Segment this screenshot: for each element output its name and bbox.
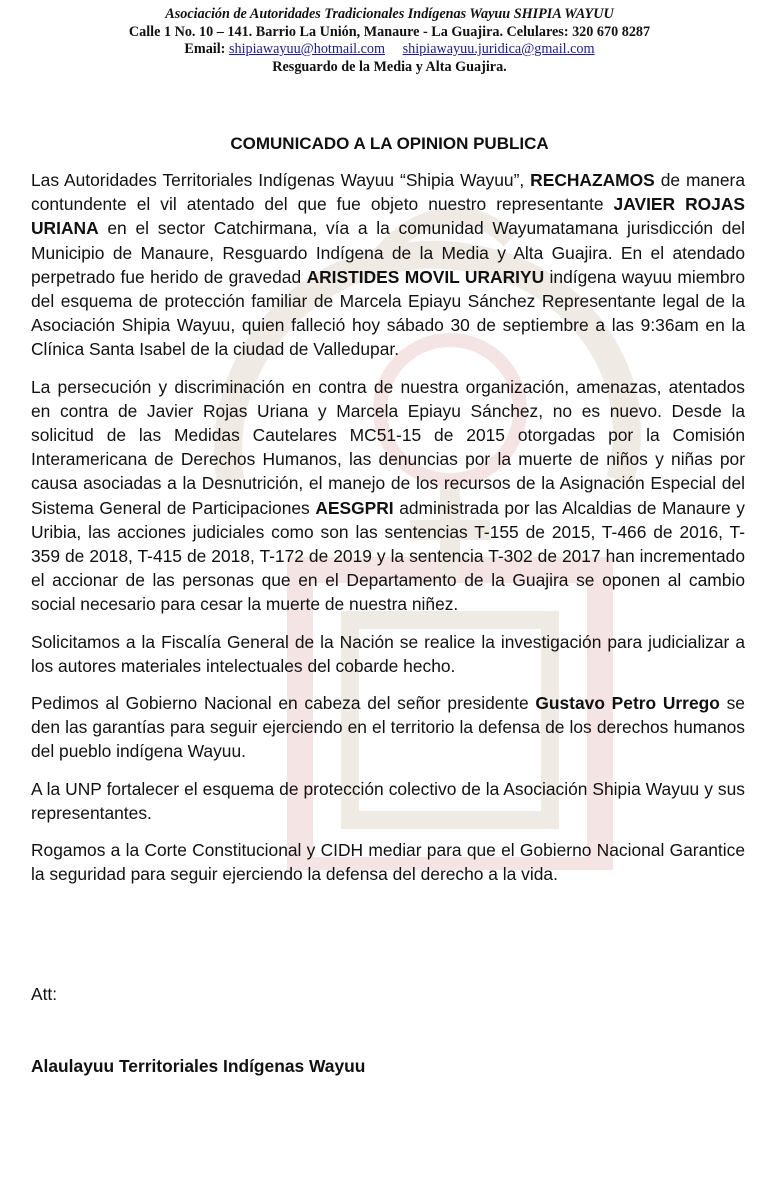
bold-text: JAVIER ROJAS URIANA [31, 194, 745, 239]
bold-text: ARISTIDES MOVIL URARIYU [306, 266, 545, 287]
paragraph-text: La persecución y discriminación en contra de nuestra organización, amenazas, atentados en contra de Javier Rojas Uriana y Marcela Epiayu Sánchez, no es nuevo. Desde la solicitud de las Medidas Cautelares MC51-15 de 2015 otorgadas por la Comisión Interamericana de Derechos Humanos, las denuncias por la muerte de niños y niñas por causa asociadas a la Desnutrición, el manejo de los recursos de la Asignación Especial del Sistema General de Participaciones [31, 376, 745, 518]
paragraph-text: se den las garantías para seguir ejerciendo en el territorio la defensa de los derechos humanos del pueblo indígena Wayuu. [31, 693, 745, 762]
closing: Att: [31, 984, 58, 1004]
paragraph-text: Las Autoridades Territoriales Indígenas Wayuu “Shipia Wayuu”, [31, 170, 531, 190]
paragraph-text: indígena wayuu miembro del esquema de protección familiar de Marcela Epiayu Sánchez Representante legal de la Asociación Shipia Wayuu, quien falleció hoy sábado 30 de septiembre a las 9:36am en la Clínica Santa Isabel de la ciudad de Valledupar. [31, 266, 746, 360]
email-line [0, 41, 779, 59]
paragraph-1 [31, 168, 745, 362]
paragraph-text: en el sector Catchirmana, vía a la comunidad Wayumatamana jurisdicción del Municipio de Manaure, Resguardo Indígena de la Media y Alta Guajira. En el atendado perpetrado fue herido de gravedad [31, 218, 745, 287]
bold-text: Gustavo Petro Urrego [535, 693, 720, 714]
email-link-gmail[interactable]: shipiawayuu.juridica@gmail.com [402, 41, 595, 57]
paragraph-text: administrada por las Alcaldias de Manaure y Uribia, las acciones judiciales como son las sentencias T-155 de 2015, T-466 de 2016, T-359 de 2018, T-415 de 2018, T-172 de 2019 y la sentencia T-302 de 2017 han incrementado el accionar de las personas que en el Departamento de la Guajira se oponen al cambio social necesario para cesar la muerte de nuestra niñez. [31, 497, 745, 615]
paragraph-4 [31, 691, 745, 764]
paragraph-2 [31, 375, 745, 617]
document-title: COMUNICADO A LA OPINION PUBLICA [230, 134, 549, 153]
organization-address: Calle 1 No. 10 – 141. Barrio La Unión, Manaure - La Guajira. Celulares: 320 670 8287 [128, 23, 651, 40]
paragraph-3: Solicitamos a la Fiscalía General de la Nación se realice la investigación para judicializar a los autores materiales intelectuales del cobarde hecho. [31, 631, 745, 676]
resguardo-line: Resguardo de la Media y Alta Guajira. [272, 58, 507, 75]
bold-text: AESGPRI [315, 497, 394, 518]
organization-name: Asociación de Autoridades Tradicionales Indígenas Wayuu SHIPIA WAYUU [165, 6, 614, 22]
paragraph-text: de manera contundente el vil atentado del que fue objeto nuestro representante [31, 170, 745, 215]
document-body [31, 168, 745, 899]
paragraph-6: Rogamos a la Corte Constitucional y CIDH mediar para que el Gobierno Nacional Garantice la seguridad para seguir ejerciendo la defensa del derecho a la vida. [31, 840, 745, 885]
paragraph-5: A la UNP fortalecer el esquema de protección colectivo de la Asociación Shipia Wayuu y sus representantes. [31, 778, 745, 823]
bold-text: RECHAZAMOS [530, 170, 655, 190]
signature: Alaulayuu Territoriales Indígenas Wayuu [31, 1056, 366, 1076]
paragraph-text: Pedimos al Gobierno Nacional en cabeza del señor presidente [31, 693, 536, 714]
email-link-hotmail[interactable]: shipiawayuu@hotmail.com [228, 41, 386, 57]
email-label: Email: [184, 41, 226, 57]
letterhead [0, 6, 779, 76]
